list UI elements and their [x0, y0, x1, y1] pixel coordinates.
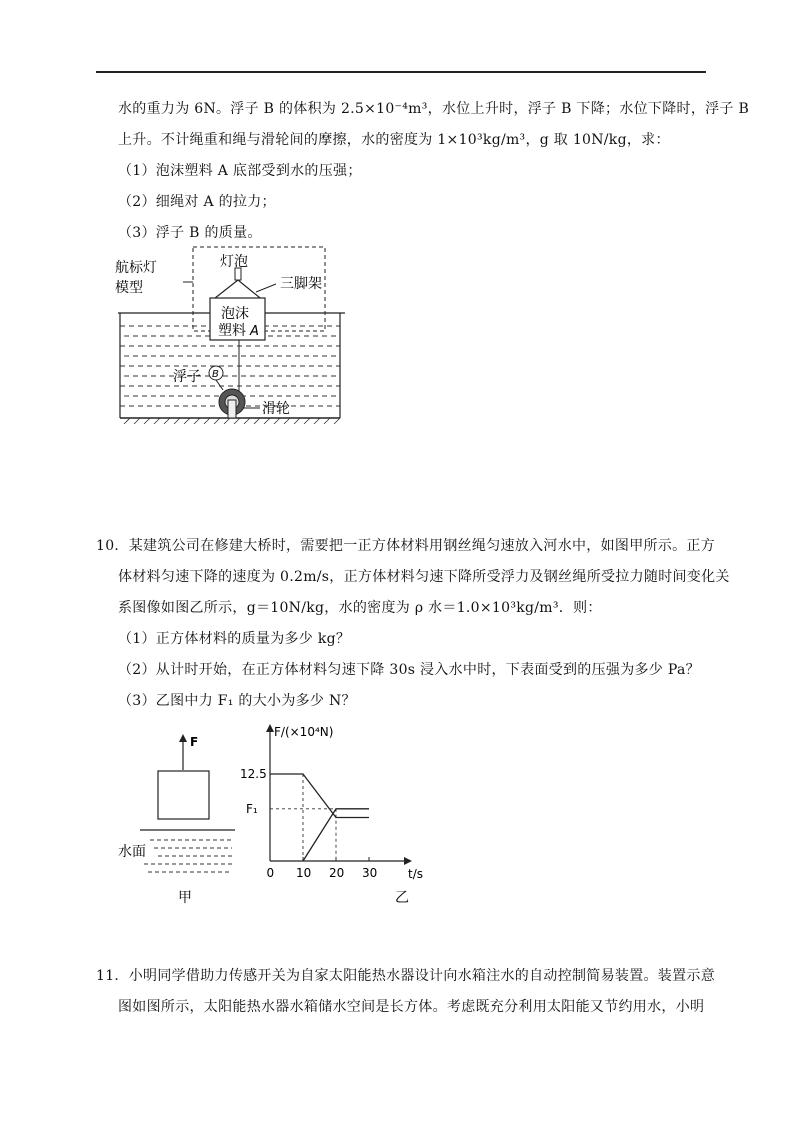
y-axis-label: F/(×10⁴N)	[274, 725, 334, 739]
force-arrow	[179, 734, 187, 742]
y-tick-label: F₁	[246, 801, 258, 816]
q10-line-3: 系图像如图乙所示，g＝10N/kg，水的密度为 ρ 水＝1.0×10³kg/m³．则：	[118, 600, 602, 616]
model-label-2: 模型	[115, 280, 143, 296]
force-label: F	[190, 735, 199, 749]
float-label: 浮子	[173, 369, 201, 385]
x-axis-arrow	[404, 857, 412, 865]
jia-caption: 甲	[178, 890, 192, 906]
water-label: 水面	[118, 844, 146, 860]
y-tick-label: 12.5	[240, 767, 267, 781]
x-tick-label: 10	[296, 866, 312, 880]
q10-subquestion-1: （1）正方体材料的质量为多少 kg？	[118, 631, 351, 647]
foam-label-letter: A	[250, 324, 259, 339]
pulley-support	[228, 400, 236, 418]
lamp-label: 灯泡	[220, 254, 248, 270]
q10-line-2: 体材料匀速下降的速度为 0.2m/s，正方体材料匀速下降所受浮力及钢丝绳所受拉力随时间变化关	[118, 569, 730, 585]
navigation-light-figure	[110, 240, 360, 430]
x-tick-label: 20	[329, 866, 345, 880]
tripod-label: 三脚架	[280, 276, 322, 292]
foam-label-2: 塑料	[218, 323, 246, 339]
header-rule	[96, 71, 706, 73]
q11-line-2: 图如图所示，太阳能热水器水箱储水空间是长方体。考虑既充分利用太阳能又节约用水，小明	[118, 999, 705, 1015]
force-time-chart	[240, 716, 440, 911]
q9-subquestion-2: （2）细绳对 A 的拉力；	[118, 194, 276, 210]
q9-subquestion-1: （1）泡沫塑料 A 底部受到水的压强；	[118, 163, 362, 179]
q9-subquestion-3: （3）浮子 B 的质量。	[118, 225, 262, 241]
cube-material	[158, 771, 209, 819]
x-tick-label: 0	[266, 866, 275, 880]
float-letter: B	[212, 369, 219, 380]
series-line-1	[270, 774, 369, 818]
pulley-label: 滑轮	[262, 401, 290, 417]
q9-line-1: 水的重力为 6N。浮子 B 的体积为 2.5×10⁻⁴m³，水位上升时，浮子 B 下降；水位下降时，浮子 B	[118, 101, 750, 117]
yi-caption: 乙	[395, 890, 409, 906]
y-axis-arrow	[266, 724, 274, 732]
model-label-1: 航标灯	[115, 260, 157, 276]
figure-jia	[110, 728, 240, 908]
x-tick-label: 30	[362, 866, 378, 880]
foam-label-1: 泡沫	[221, 306, 249, 322]
q11-line-1: 11．小明同学借助力传感开关为自家太阳能热水器设计向水箱注水的自动控制简易装置。装置示意	[96, 968, 716, 984]
q10-line-1: 10．某建筑公司在修建大桥时，需要把一正方体材料用钢丝绳匀速放入河水中，如图甲所示。正方	[96, 538, 716, 554]
x-axis-label: t/s	[408, 867, 423, 881]
q9-line-2: 上升。不计绳重和绳与滑轮间的摩擦，水的密度为 1×10³kg/m³，g 取 10N/kg，求：	[118, 132, 670, 148]
q10-subquestion-2: （2）从计时开始，在正方体材料匀速下降 30s 浸入水中时，下表面受到的压强为多少 Pa？	[118, 662, 700, 678]
q10-subquestion-3: （3）乙图中力 F₁ 的大小为多少 N？	[118, 693, 356, 709]
